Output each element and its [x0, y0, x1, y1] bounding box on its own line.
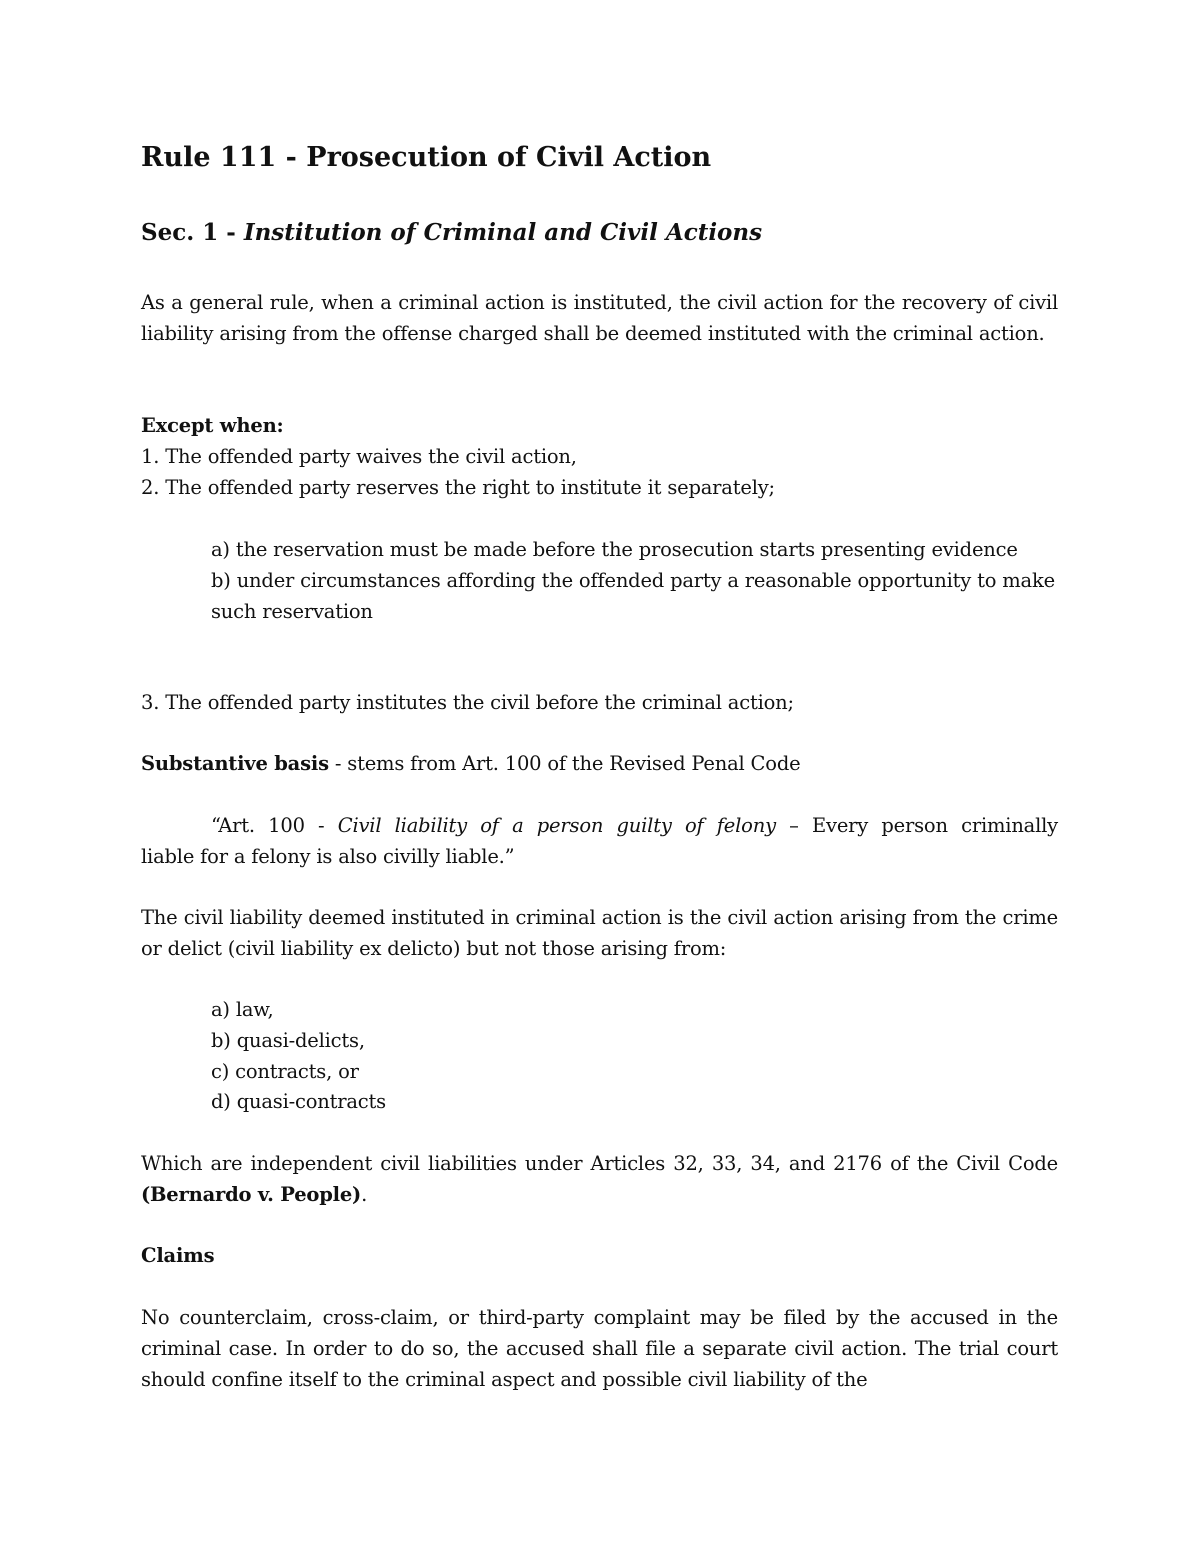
except-item-2: 2. The offended party reserves the right to institute it separately; — [141, 475, 775, 499]
substantive-text: - stems from Art. 100 of the Revised Penal Code — [328, 752, 801, 775]
reservation-item-b: b) under circumstances affording the offended party a reasonable opportunity to make such reservation — [211, 568, 1055, 623]
source-item-quasi-contracts: d) quasi-contracts — [211, 1090, 386, 1114]
claims-heading: Claims — [141, 1244, 215, 1267]
except-item-3: 3. The offended party institutes the civil before the criminal action; — [141, 691, 794, 714]
case-citation: (Bernardo v. People) — [141, 1182, 362, 1206]
source-item-contracts: c) contracts, or — [211, 1059, 359, 1083]
source-item-quasi-delicts: b) quasi-delicts, — [211, 1028, 365, 1052]
claims-paragraph: No counterclaim, cross-claim, or third-party complaint may be filed by the accused in the criminal case. In order to do so, the accused shall file a separate civil action. The trial court should confine itself to the criminal aspect and possible civil liability of the — [141, 1306, 1058, 1391]
reservation-sublist — [141, 535, 1058, 627]
source-item-law: a) law, — [211, 998, 274, 1021]
section-prefix: Sec. 1 - — [141, 219, 244, 246]
substantive-basis — [141, 749, 1058, 780]
independent-liabilities-paragraph — [141, 1149, 1058, 1211]
quote-line-2: liable for a felony is also civilly liable.” — [141, 844, 515, 868]
except-item-1: 1. The offended party waives the civil action, — [141, 444, 577, 468]
quote-rest: – Every person criminally — [775, 814, 1058, 837]
civil-liability-paragraph: The civil liability deemed instituted in criminal action is the civil action arising from the crime or delict (civil liability ex delicto) but not those arising from: — [141, 906, 1058, 960]
document-title: Rule 111 - Prosecution of Civil Action — [141, 142, 712, 173]
independent-end: . — [361, 1182, 368, 1206]
section-title: Institution of Criminal and Civil Actions — [243, 219, 763, 246]
reservation-item-a: a) the reservation must be made before the prosecution starts presenting evidence — [211, 538, 1018, 561]
except-heading: Except when: — [141, 414, 284, 437]
quote-line-1 — [141, 811, 1058, 842]
article-quote — [141, 811, 1058, 873]
except-list — [141, 411, 1058, 503]
quote-open: “Art. 100 - — [211, 814, 338, 837]
intro-paragraph: As a general rule, when a criminal action is instituted, the civil action for the recovery of civil liability arising from the offense charged shall be deemed instituted with the criminal action. — [141, 291, 1058, 345]
section-heading — [141, 216, 762, 250]
independent-text: Which are independent civil liabilities under Articles 32, 33, 34, and 2176 of the Civil Code — [141, 1152, 1058, 1175]
sources-list — [141, 995, 1058, 1118]
quote-title: Civil liability of a person guilty of felony — [337, 814, 776, 837]
substantive-label: Substantive basis — [141, 752, 329, 775]
